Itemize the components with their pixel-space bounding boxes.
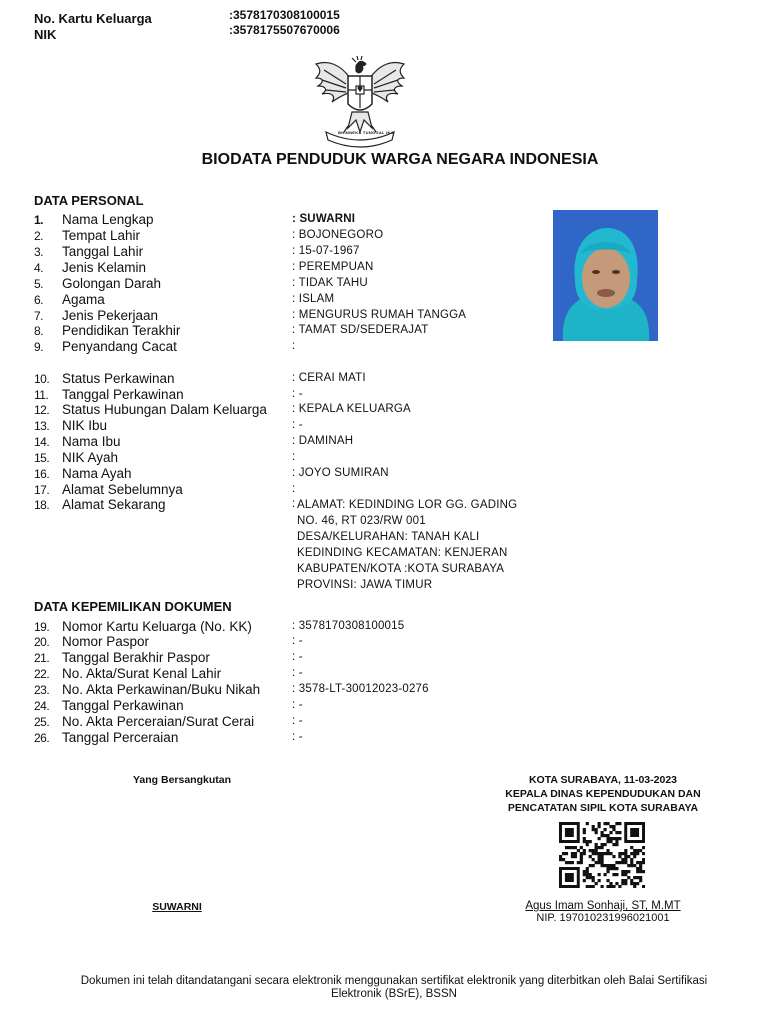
row-value: : - <box>292 651 303 663</box>
address-line: NO. 46, RT 023/RW 001 <box>297 515 426 527</box>
row-value: : TAMAT SD/SEDERAJAT <box>292 324 429 336</box>
official-name: Agus Imam Sonhaji, ST, M.MT <box>525 900 681 912</box>
footer-line-2: Elektronik (BSrE), BSSN <box>331 988 457 1000</box>
row-number: 12. <box>34 403 50 417</box>
row-number: 1. <box>34 213 44 227</box>
official-nip: NIP. 197010231996021001 <box>536 912 670 924</box>
row-label: Penyandang Cacat <box>62 339 177 354</box>
row-value: : BOJONEGORO <box>292 229 383 241</box>
row-label: Jenis Kelamin <box>62 260 147 275</box>
row-value: : - <box>292 635 303 647</box>
row-number: 13. <box>34 419 50 433</box>
row-value: : - <box>292 419 303 431</box>
row-label: Pendidikan Terakhir <box>62 323 181 338</box>
row-value: : DAMINAH <box>292 435 353 447</box>
row-number: 24. <box>34 699 50 713</box>
kk-label: No. Kartu Keluarga <box>34 11 152 26</box>
row-label: NIK Ibu <box>62 418 108 433</box>
address-line: DESA/KELURAHAN: TANAH KALI <box>297 531 480 543</box>
row-value: : - <box>292 699 303 711</box>
row-label: Alamat Sebelumnya <box>62 482 183 497</box>
row-number: 17. <box>34 483 50 497</box>
row-value: : 3578170308100015 <box>292 620 404 632</box>
row-number: 19. <box>34 620 50 634</box>
row-label: Nama Ibu <box>62 434 121 449</box>
row-label: Nomor Kartu Keluarga (No. KK) <box>62 619 252 634</box>
row-number: 16. <box>34 467 50 481</box>
row-label: Status Perkawinan <box>62 371 175 386</box>
row-value <box>292 483 295 495</box>
row-label: Status Hubungan Dalam Keluarga <box>62 402 267 417</box>
address-line: PROVINSI: JAWA TIMUR <box>297 579 433 591</box>
row-value: : 15-07-1967 <box>292 245 360 257</box>
signature-right-block <box>470 773 736 815</box>
row-number: 3. <box>34 245 44 259</box>
signature-left-title: Yang Bersangkutan <box>132 774 232 786</box>
nik-value: :3578175507670006 <box>229 23 340 37</box>
row-number: 11. <box>34 388 49 402</box>
row-label: Nama Lengkap <box>62 212 154 227</box>
address-line: KABUPATEN/KOTA :KOTA SURABAYA <box>297 563 505 575</box>
row-label: Alamat Sekarang <box>62 497 166 512</box>
row-label: No. Akta Perceraian/Surat Cerai <box>62 714 255 729</box>
row-value: : PEREMPUAN <box>292 261 373 273</box>
signature-left-name: SUWARNI <box>152 901 202 913</box>
row-number: 21. <box>34 651 50 665</box>
row-label: Golongan Darah <box>62 276 162 291</box>
row-value: : CERAI MATI <box>292 372 366 384</box>
row-value: : ISLAM <box>292 293 334 305</box>
signature-place-date: KOTA SURABAYA, 11-03-2023 <box>528 774 678 786</box>
row-value: : - <box>292 667 303 679</box>
row-value <box>292 451 295 463</box>
row-number: 22. <box>34 667 50 681</box>
row-value <box>292 498 295 510</box>
row-value: : - <box>292 715 303 727</box>
page-title: BIODATA PENDUDUK WARGA NEGARA INDONESIA <box>201 151 599 168</box>
row-label: Tanggal Berakhir Paspor <box>62 650 210 665</box>
row-value: : - <box>292 388 303 400</box>
row-label: Jenis Pekerjaan <box>62 308 159 323</box>
nik-label: NIK <box>34 27 57 42</box>
row-number: 15. <box>34 451 50 465</box>
kk-value: :3578170308100015 <box>229 8 340 22</box>
row-value: : MENGURUS RUMAH TANGGA <box>292 309 466 321</box>
row-label: No. Akta/Surat Kenal Lahir <box>62 666 222 681</box>
row-value: : - <box>292 731 303 743</box>
row-label: Tanggal Perkawinan <box>62 387 184 402</box>
row-number: 8. <box>34 324 44 338</box>
address-line: KEDINDING KECAMATAN: KENJERAN <box>297 547 508 559</box>
row-label: No. Akta Perkawinan/Buku Nikah <box>62 682 261 697</box>
qr-code-icon <box>559 822 645 888</box>
row-number: 9. <box>34 340 44 354</box>
footer-line-1: Dokumen ini telah ditandatangani secara elektronik menggunakan sertifikat elektronik yang diterbitkan oleh Balai Sertifikasi <box>80 975 708 987</box>
row-number: 5. <box>34 277 44 291</box>
row-label: NIK Ayah <box>62 450 119 465</box>
row-value: : 3578-LT-30012023-0276 <box>292 683 429 695</box>
signature-office-2: PENCATATAN SIPIL KOTA SURABAYA <box>507 802 699 814</box>
footer-note <box>20 975 768 1001</box>
row-number: 6. <box>34 293 44 307</box>
emblem-caption: BHINNEKA TUNGGAL IKA <box>338 130 394 135</box>
row-value <box>292 340 295 352</box>
row-number: 14. <box>34 435 50 449</box>
row-label: Tanggal Lahir <box>62 244 144 259</box>
row-label: Tempat Lahir <box>62 228 141 243</box>
row-label: Agama <box>62 292 105 307</box>
photo <box>553 210 658 341</box>
row-number: 7. <box>34 309 44 323</box>
row-number: 23. <box>34 683 50 697</box>
address-block <box>297 497 517 593</box>
section-personal-heading: DATA PERSONAL <box>34 193 144 208</box>
section-dokumen-heading: DATA KEPEMILIKAN DOKUMEN <box>34 599 232 614</box>
row-value: : JOYO SUMIRAN <box>292 467 389 479</box>
address-line: ALAMAT: KEDINDING LOR GG. GADING <box>297 499 518 511</box>
row-number: 4. <box>34 261 44 275</box>
row-label: Tanggal Perkawinan <box>62 698 184 713</box>
row-number: 20. <box>34 635 50 649</box>
row-label: Tanggal Perceraian <box>62 730 179 745</box>
row-value: : TIDAK TAHU <box>292 277 368 289</box>
row-number: 2. <box>34 229 44 243</box>
row-number: 25. <box>34 715 50 729</box>
row-number: 18. <box>34 498 50 512</box>
row-value: : KEPALA KELUARGA <box>292 403 411 415</box>
signature-office-1: KEPALA DINAS KEPENDUDUKAN DAN <box>505 788 701 800</box>
row-label: Nomor Paspor <box>62 634 150 649</box>
row-value: : SUWARNI <box>292 213 355 225</box>
row-number: 26. <box>34 731 50 745</box>
row-number: 10. <box>34 372 50 386</box>
row-label: Nama Ayah <box>62 466 132 481</box>
